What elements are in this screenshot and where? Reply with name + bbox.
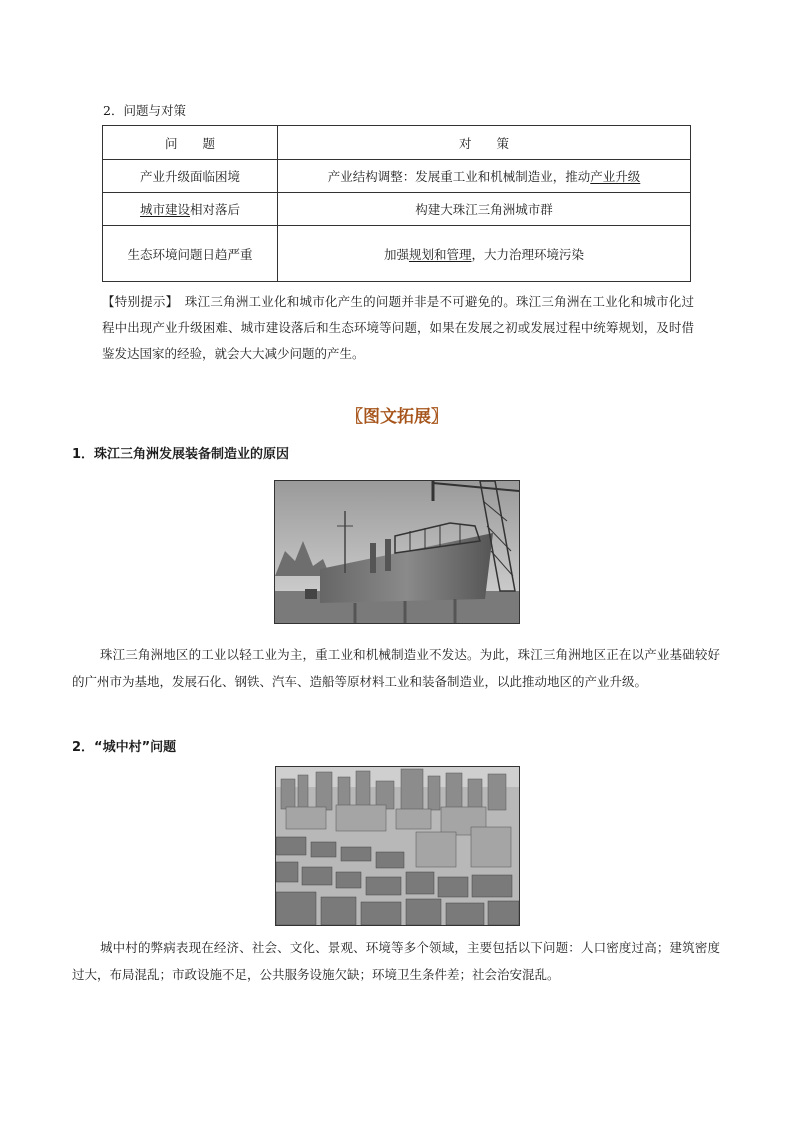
urban-village-photo bbox=[275, 766, 520, 926]
item-paragraph: 珠江三角洲地区的工业以轻工业为主，重工业和机械制造业不发达。为此，珠江三角洲地区正在以产业基础较好的广州市为基地，发展石化、钢铁、汽车、造船等原材料工业和装备制造业，以此推动地区的产业升级。 bbox=[72, 647, 720, 689]
table-row bbox=[103, 193, 691, 226]
tip-text: 珠江三角洲工业化和城市化产生的问题并非是不可避免的。珠江三角洲在工业化和城市化过程中出现产业升级困难、城市建设落后和生态环境等问题，如果在发展之初或发展过程中统筹规划，及时借鉴发达国家的经验，就会大大减少问题的产生。 bbox=[102, 294, 694, 361]
item-heading: 1．珠江三角洲发展装备制造业的原因 bbox=[72, 447, 290, 462]
special-tip bbox=[102, 289, 694, 367]
item-heading: 2．“城中村”问题 bbox=[72, 740, 177, 755]
underlined-term: 产业升级 bbox=[590, 169, 641, 184]
underlined-term: 规划和管理 bbox=[408, 246, 472, 262]
table-cell-solution bbox=[278, 226, 691, 282]
table-cell-solution: 构建大珠江三角洲城市群 bbox=[278, 193, 691, 226]
table-header-problem: 问 题 bbox=[103, 126, 278, 160]
section-title: 〖图文拓展〗 bbox=[346, 407, 448, 427]
table-cell-problem: 产业升级面临困境 bbox=[103, 160, 278, 193]
cell-text: 相对落后 bbox=[190, 202, 241, 217]
cell-text: ，大力治理环境污染 bbox=[471, 246, 585, 262]
table-row bbox=[103, 160, 691, 193]
cell-text: 加强 bbox=[383, 246, 409, 262]
table-header-row bbox=[103, 126, 691, 160]
item-paragraph: 城中村的弊病表现在经济、社会、文化、景观、环境等多个领域，主要包括以下问题：人口密度过高；建筑密度过大，布局混乱；市政设施不足，公共服务设施欠缺；环境卫生条件差；社会治安混乱。 bbox=[72, 940, 720, 982]
section-heading: 2．问题与对策 bbox=[103, 103, 186, 118]
table-row bbox=[103, 226, 691, 282]
shipyard-photo bbox=[274, 480, 520, 624]
table-header-solution: 对 策 bbox=[278, 126, 691, 160]
table-cell-problem bbox=[103, 193, 278, 226]
problem-solution-table bbox=[102, 125, 691, 282]
cell-text: 产业结构调整：发展重工业和机械制造业，推动 bbox=[327, 169, 591, 184]
tip-label: 【特别提示】 bbox=[102, 294, 173, 309]
table-cell-solution bbox=[278, 160, 691, 193]
table-cell-problem: 生态环境问题日趋严重 bbox=[103, 226, 278, 282]
underlined-term: 城市建设 bbox=[139, 202, 190, 217]
